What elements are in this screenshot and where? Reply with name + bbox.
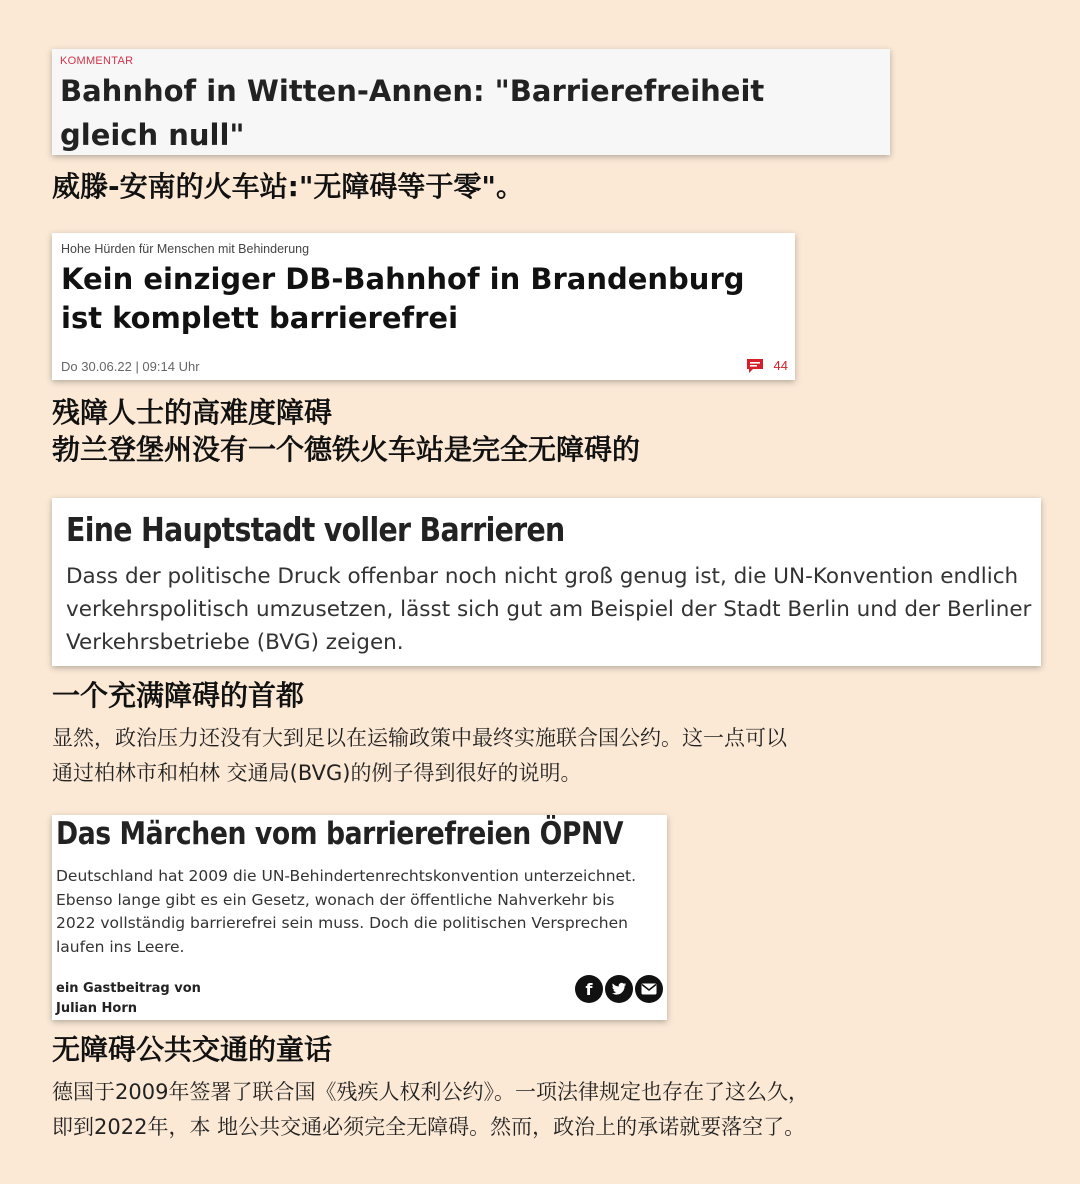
translation-title-4: 无障碍公共交通的童话 <box>52 1033 333 1066</box>
comment-count: 44 <box>773 358 788 373</box>
kicker-label: KOMMENTAR <box>60 55 134 67</box>
author-name: Julian Horn <box>56 1001 138 1016</box>
article-card-brandenburg[interactable] <box>52 233 795 380</box>
translation-body-4b: 即到2022年，本 地公共交通必须完全无障碍。然而，政治上的承诺就要落空了。 <box>52 1115 806 1139</box>
byline-prefix: ein Gastbeitrag von <box>56 981 201 996</box>
comment-bubble-icon <box>746 358 764 373</box>
headline[interactable]: Das Märchen vom barrierefreien ÖPNV <box>56 816 624 852</box>
article-card-hauptstadt[interactable] <box>52 498 1041 666</box>
article-card-witten[interactable] <box>52 49 890 155</box>
translation-body-3b: 通过柏林市和柏林 交通局(BVG)的例子得到很好的说明。 <box>52 761 582 785</box>
translation-title-2b: 勃兰登堡州没有一个德铁火车站是完全无障碍的 <box>52 433 641 466</box>
share-buttons <box>575 975 663 1003</box>
facebook-icon[interactable]: f <box>575 975 603 1003</box>
headline[interactable]: Bahnhof in Witten-Annen: "Barrierefreiheit gleich null" <box>60 74 765 152</box>
translation-title-2a: 残障人士的高难度障碍 <box>52 396 333 429</box>
article-card-oepnv[interactable] <box>52 815 667 1020</box>
translation-title-3: 一个充满障碍的首都 <box>52 679 305 712</box>
comments-link[interactable] <box>746 358 788 373</box>
translation-body-4a: 德国于2009年签署了联合国《残疾人权利公约》。一项法律规定也存在了这么久， <box>52 1080 809 1104</box>
translation-body-3a: 显然，政治压力还没有大到足以在运输政策中最终实施联合国公约。这一点可以 <box>52 726 787 750</box>
headline[interactable]: Eine Hauptstadt voller Barrieren <box>66 510 565 549</box>
byline <box>56 979 201 1019</box>
translation-title-1: 威滕-安南的火车站:"无障碍等于零"。 <box>52 170 524 203</box>
twitter-icon[interactable] <box>605 975 633 1003</box>
headline[interactable]: Kein einziger DB-Bahnhof in Brandenburg ist komplett barrierefrei <box>61 262 745 335</box>
kicker-label: Hohe Hürden für Menschen mit Behinderung <box>61 242 310 256</box>
lede-text: Deutschland hat 2009 die UN-Behindertenrechtskonvention unterzeichnet. Ebenso lange gibt es ein Gesetz, wonach der öffentliche Nahverkehr bis 2022 vollständig barrierefrei sein muss. Doch die politischen Versprechen laufen ins Leere. <box>56 867 637 956</box>
publish-date: Do 30.06.22 | 09:14 Uhr <box>61 359 200 374</box>
email-icon[interactable] <box>635 975 663 1003</box>
lede-text: Dass der politische Druck offenbar noch nicht groß genug ist, die UN-Konvention endlich verkehrspolitisch umzusetzen, lässt sich gut am Beispiel der Stadt Berlin und der Berliner Verkehrsbetriebe (BVG) zeigen. <box>66 564 1032 655</box>
